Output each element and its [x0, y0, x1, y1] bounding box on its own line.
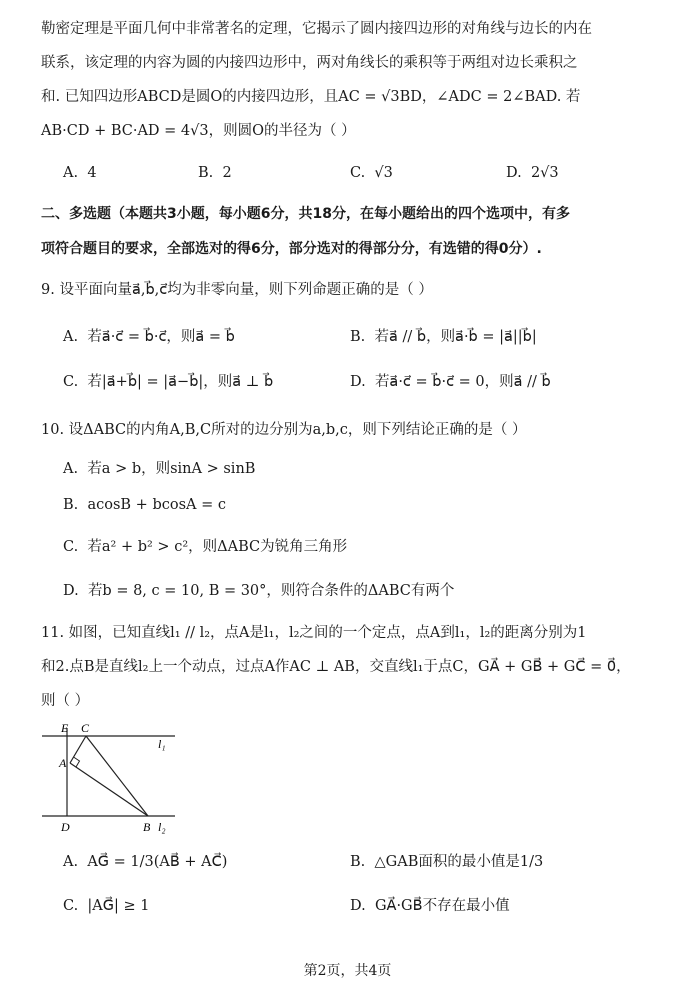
q9-option-c[interactable]	[63, 372, 273, 392]
q10-option-b[interactable]	[63, 495, 226, 515]
q10-stem: 10. 设ΔABC的内角A,B,C所对的边分别为a,b,c，则下列结论正确的是（ ）	[41, 422, 527, 438]
option-text: 若|a⃗+b⃗| = |a⃗−b⃗|，则a⃗ ⊥ b⃗	[87, 374, 274, 390]
q8-stem-line-2: 联系，该定理的内容为圆的内接四边形中，两对角线长的乘积等于两组对边长乘积之	[41, 55, 578, 71]
option-label: D.	[350, 898, 366, 914]
label-D: D	[61, 820, 70, 834]
section-heading-line-1: 二、多选题（本题共3小题，每小题6分，共18分，在每小题给出的四个选项中，有多	[41, 206, 570, 222]
option-label: D.	[350, 374, 366, 390]
option-label: B.	[63, 497, 79, 513]
q11-option-c[interactable]	[63, 896, 149, 916]
q11-stem-line-3: 则（ ）	[41, 693, 90, 709]
page-footer: 第2页，共4页	[303, 963, 392, 979]
option-label: D.	[63, 583, 79, 599]
q11-option-b[interactable]	[350, 852, 543, 872]
label-A: A	[59, 756, 67, 770]
q11-stem-line-1: 11. 如图，已知直线l₁ // l₂，点A是l₁，l₂之间的一个定点，点A到l₁，l₂的距离分别为1	[41, 625, 587, 641]
q8-option-b[interactable]	[198, 163, 232, 183]
option-label: A.	[63, 165, 79, 181]
option-text: 2	[222, 165, 232, 181]
segment-AB	[70, 763, 148, 816]
option-text: AG⃗ = 1/3(AB⃗ + AC⃗)	[87, 854, 228, 870]
q8-option-d[interactable]	[506, 163, 559, 183]
option-text: 若a⃗·c⃗ = b⃗·c⃗，则a⃗ = b⃗	[87, 329, 235, 345]
option-label: B.	[198, 165, 214, 181]
option-text: acosB + bcosA = c	[87, 497, 226, 513]
option-label: C.	[63, 374, 79, 390]
label-C: C	[81, 721, 90, 735]
q9-option-a[interactable]	[63, 327, 235, 347]
option-text: 2√3	[530, 165, 559, 181]
q9-stem: 9. 设平面向量a⃗,b⃗,c⃗均为非零向量，则下列命题正确的是（ ）	[41, 282, 433, 298]
option-label: C.	[63, 898, 79, 914]
option-text: √3	[374, 165, 393, 181]
option-text: 若a² + b² > c²，则ΔABC为锐角三角形	[87, 539, 348, 555]
q8-option-a[interactable]	[63, 163, 97, 183]
q9-option-b[interactable]	[350, 327, 537, 347]
label-B: B	[143, 820, 151, 834]
q8-stem-line-4: AB·CD + BC·AD = 4√3，则圆O的半径为（ ）	[41, 123, 356, 139]
option-text: △GAB面积的最小值是1/3	[374, 854, 544, 870]
q11-option-a[interactable]	[63, 852, 227, 872]
segment-AC	[70, 736, 86, 763]
option-label: A.	[63, 461, 79, 477]
option-text: 若a⃗·c⃗ = b⃗·c⃗ = 0，则a⃗ // b⃗	[374, 374, 551, 390]
section-heading-line-2: 项符合题目的要求，全部选对的得6分，部分选对的得部分分，有选错的得0分）.	[41, 241, 542, 257]
option-text: 若a⃗ // b⃗，则a⃗·b⃗ = |a⃗||b⃗|	[374, 329, 537, 345]
label-E: E	[61, 721, 69, 735]
q8-stem-line-1: 勒密定理是平面几何中非常著名的定理，它揭示了圆内接四边形的对角线与边长的内在	[41, 21, 592, 37]
option-label: C.	[63, 539, 79, 555]
q8-stem-line-3: 和. 已知四边形ABCD是圆O的内接四边形，且AC = √3BD，∠ADC = 2∠BAD. 若	[41, 89, 581, 105]
q10-option-a[interactable]	[63, 459, 255, 479]
label-l1: l₁	[158, 737, 166, 751]
geometry-figure	[40, 720, 180, 838]
option-text: |AG⃗| ≥ 1	[87, 898, 150, 914]
label-l2: l₂	[158, 820, 166, 834]
q9-option-d[interactable]	[350, 372, 551, 392]
q10-option-c[interactable]	[63, 537, 347, 557]
option-text: 若b = 8, c = 10, B = 30°，则符合条件的ΔABC有两个	[87, 583, 455, 599]
option-label: B.	[350, 329, 366, 345]
option-text: 若a > b，则sinA > sinB	[87, 461, 256, 477]
segment-CB	[86, 736, 148, 816]
q11-stem-line-2: 和2.点B是直线l₂上一个动点，过点A作AC ⊥ AB，交直线l₁于点C，GA⃗ + GB⃗ + GC⃗ = 0⃗，	[41, 659, 631, 675]
option-label: A.	[63, 329, 79, 345]
option-label: B.	[350, 854, 366, 870]
option-text: GA⃗·GB⃗不存在最小值	[374, 898, 510, 914]
option-label: C.	[350, 165, 366, 181]
q10-option-d[interactable]	[63, 581, 454, 601]
option-label: D.	[506, 165, 522, 181]
option-label: A.	[63, 854, 79, 870]
option-text: 4	[87, 165, 97, 181]
q11-option-d[interactable]	[350, 896, 510, 916]
q8-option-c[interactable]	[350, 163, 393, 183]
